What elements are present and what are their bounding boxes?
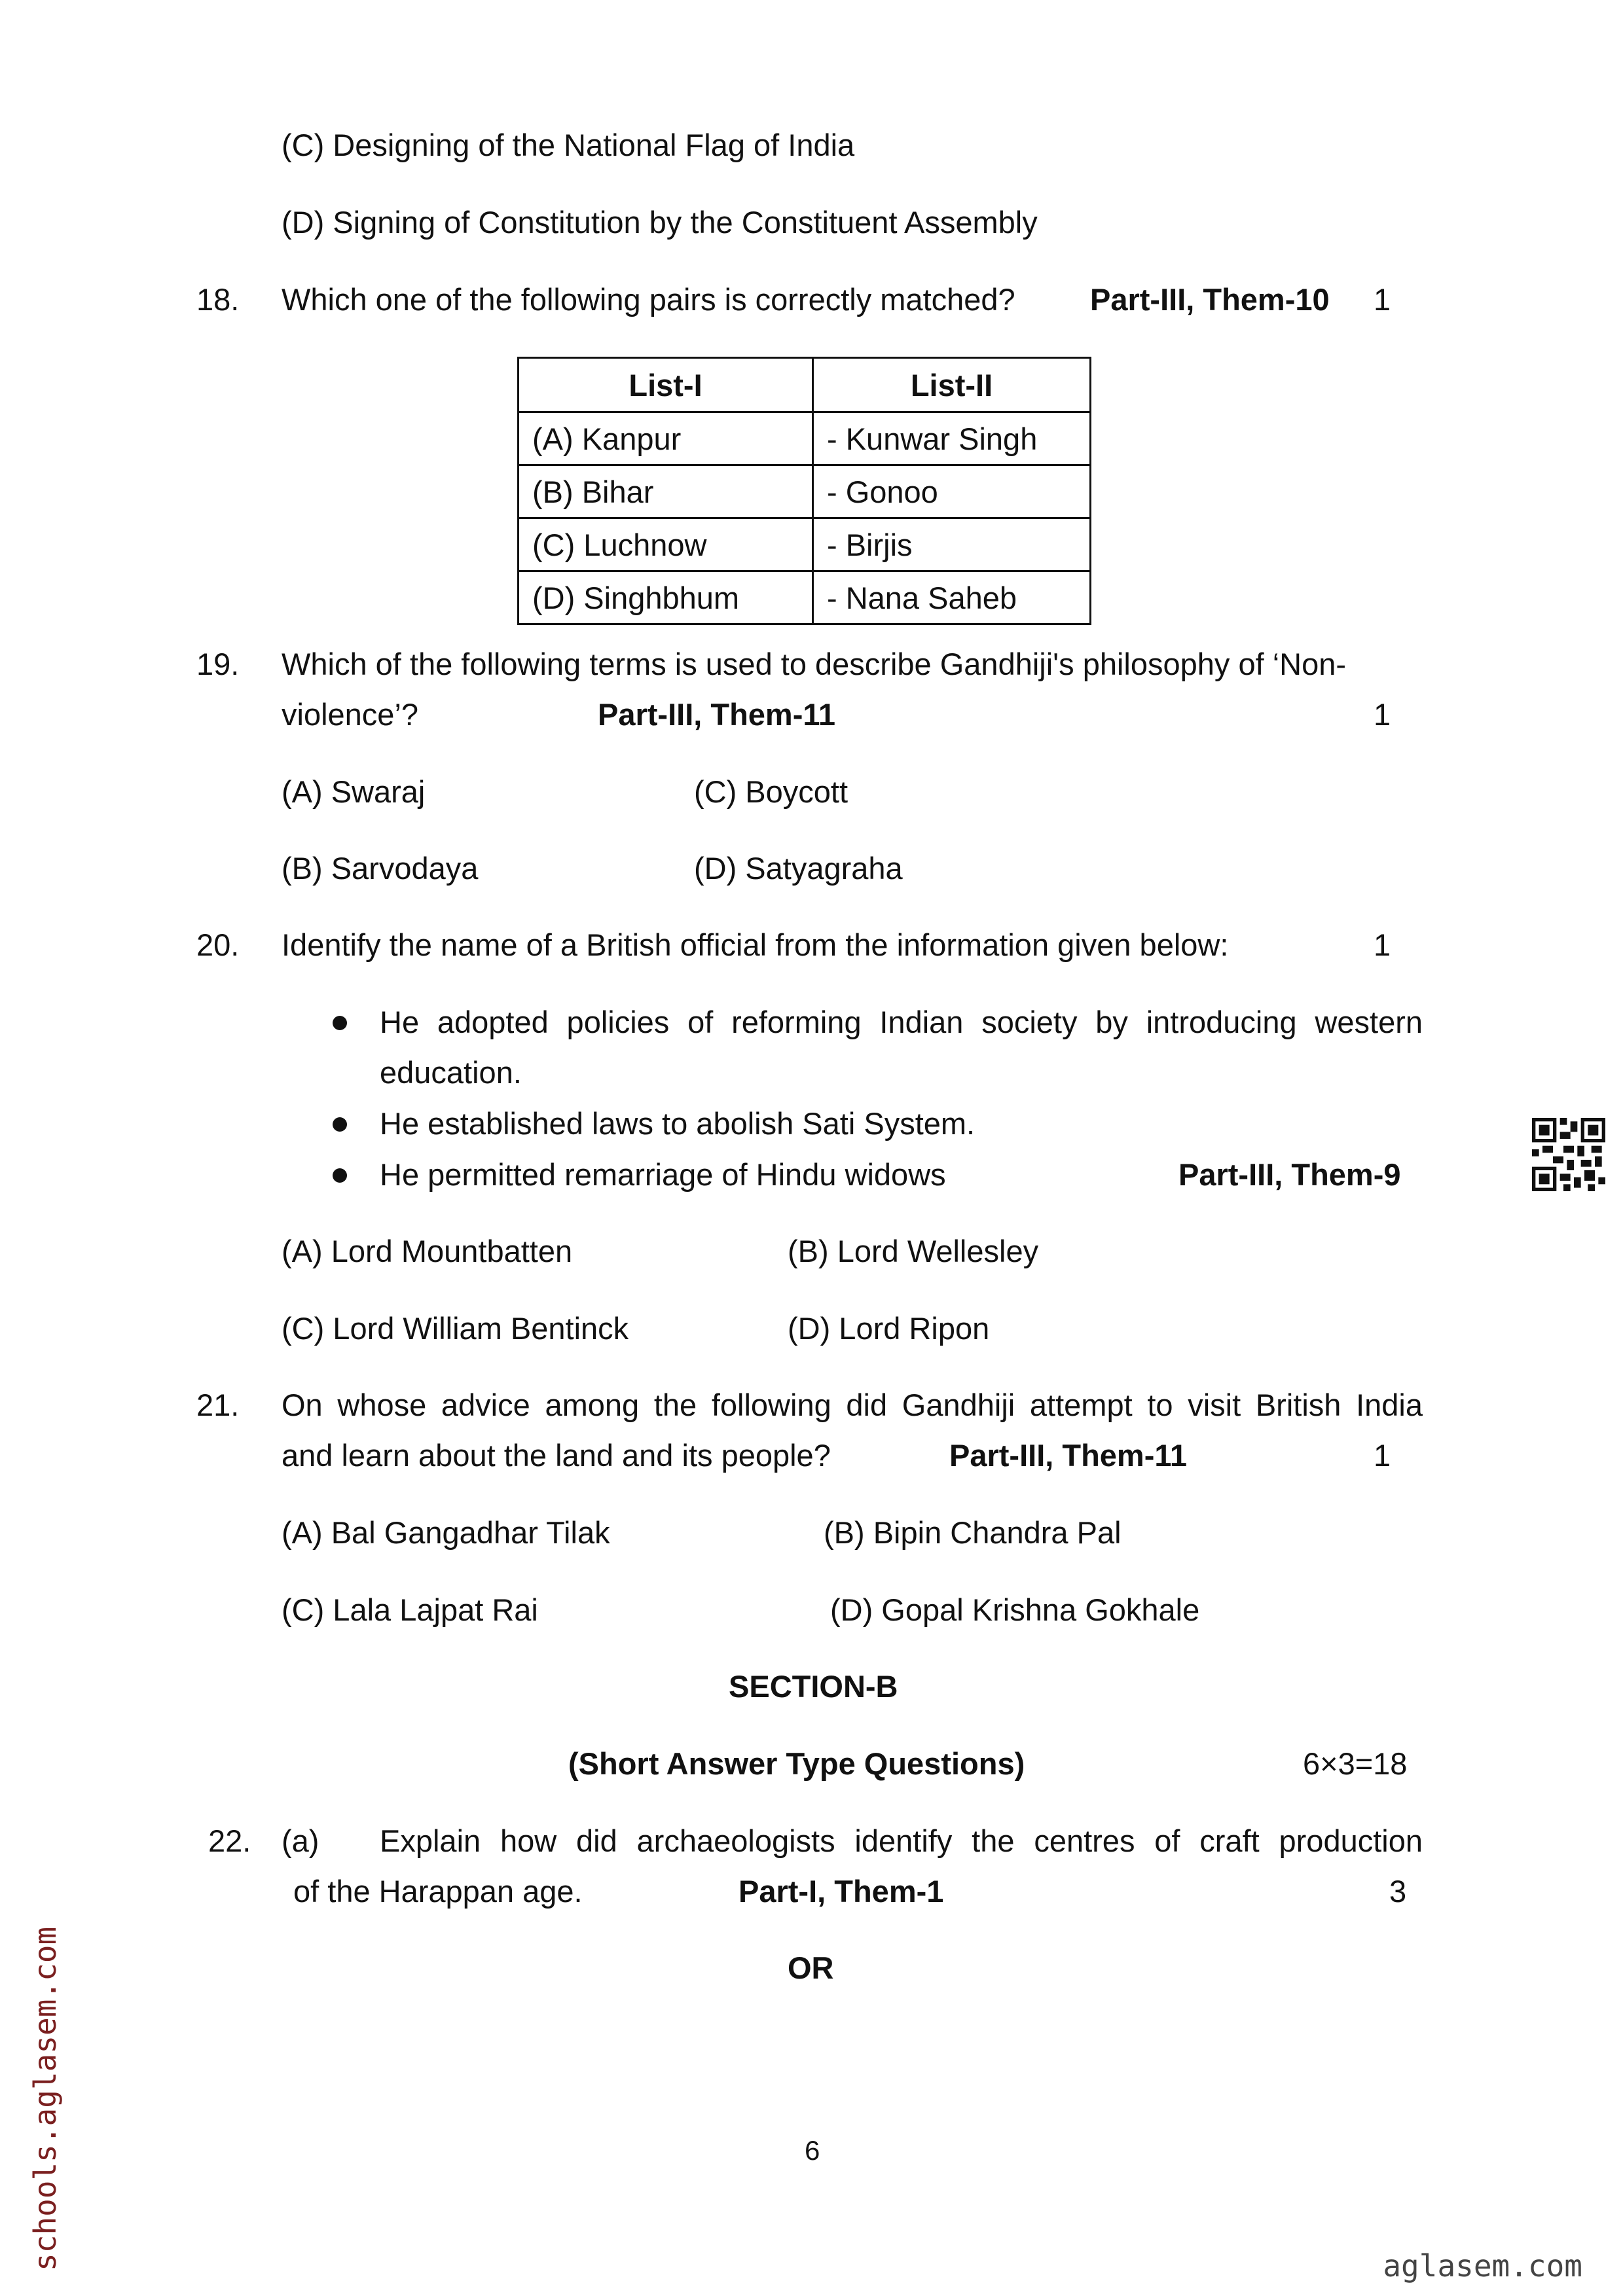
table-header: List-II <box>813 358 1091 412</box>
table-header: List-I <box>519 358 813 412</box>
q17-option-d: (D) Signing of Constitution by the Constituent Assembly <box>282 205 1038 240</box>
bullet-dot <box>333 1016 347 1030</box>
q22-marks: 3 <box>1389 1874 1407 1909</box>
match-table <box>517 357 1091 625</box>
table-cell: - Nana Saheb <box>813 571 1091 624</box>
q20-bullet3: He permitted remarriage of Hindu widows <box>380 1157 946 1192</box>
q19-number: 19. <box>196 647 240 681</box>
q19-text-line1: Which of the following terms is used to describe Gandhiji's philosophy of ‘Non- <box>282 647 1347 681</box>
q21-option-b: (B) Bipin Chandra Pal <box>824 1515 1122 1550</box>
table-cell: - Kunwar Singh <box>813 412 1091 465</box>
watermark-right: aglasem.com <box>1383 2248 1582 2284</box>
q21-marks: 1 <box>1374 1438 1391 1473</box>
q19-option-c: (C) Boycott <box>694 774 848 809</box>
q21-text-line1: On whose advice among the following did Gandhiji attempt to visit British India <box>282 1388 1423 1422</box>
q19-option-d: (D) Satyagraha <box>694 851 903 886</box>
q21-tag: Part-III, Them-11 <box>949 1438 1188 1473</box>
q21-option-d: (D) Gopal Krishna Gokhale <box>830 1592 1200 1627</box>
q20-number: 20. <box>196 927 240 962</box>
section-marks: 6×3=18 <box>1303 1746 1408 1781</box>
q20-text: Identify the name of a British official from the information given below: <box>282 927 1229 962</box>
q19-tag: Part-III, Them-11 <box>598 697 836 732</box>
section-title: SECTION-B <box>729 1669 898 1704</box>
q19-option-a: (A) Swaraj <box>282 774 426 809</box>
table-row <box>519 518 1091 571</box>
q19-marks: 1 <box>1374 697 1391 732</box>
table-cell: - Gonoo <box>813 465 1091 518</box>
table-cell: (D) Singhbhum <box>519 571 813 624</box>
q18-tag: Part-III, Them-10 <box>1090 282 1330 317</box>
q21-option-c: (C) Lala Lajpat Rai <box>282 1592 538 1627</box>
table-row <box>519 412 1091 465</box>
q22-number: 22. <box>208 1823 251 1858</box>
q20-bullet1-line2: education. <box>380 1055 522 1090</box>
q19-option-b: (B) Sarvodaya <box>282 851 479 886</box>
q20-option-c: (C) Lord William Bentinck <box>282 1311 629 1346</box>
q18-number: 18. <box>196 282 240 317</box>
q20-tag: Part-III, Them-9 <box>1178 1157 1401 1192</box>
table-row <box>519 465 1091 518</box>
bullet-dot <box>333 1168 347 1183</box>
q22-tag: Part-I, Them-1 <box>739 1874 944 1909</box>
q21-option-a: (A) Bal Gangadhar Tilak <box>282 1515 610 1550</box>
q20-option-b: (B) Lord Wellesley <box>788 1234 1039 1268</box>
or-label: OR <box>788 1950 834 1985</box>
q21-text-line2: and learn about the land and its people? <box>282 1438 831 1473</box>
q22-text-line1: Explain how did archaeologists identify the centres of craft production <box>380 1823 1423 1858</box>
q21-number: 21. <box>196 1388 240 1422</box>
table-row <box>519 571 1091 624</box>
table-header-row <box>519 358 1091 412</box>
table-cell: - Birjis <box>813 518 1091 571</box>
q20-marks: 1 <box>1374 927 1391 962</box>
table-cell: (B) Bihar <box>519 465 813 518</box>
q18-text: Which one of the following pairs is correctly matched? <box>282 282 1015 317</box>
q20-option-a: (A) Lord Mountbatten <box>282 1234 573 1268</box>
bullet-dot <box>333 1117 347 1132</box>
q22-part: (a) <box>282 1823 319 1858</box>
qr-code-icon <box>1532 1118 1605 1191</box>
watermark-left: schools.aglasem.com <box>27 1926 63 2271</box>
q19-text-line2: violence’? <box>282 697 419 732</box>
q18-marks: 1 <box>1374 282 1391 317</box>
page-number: 6 <box>805 2135 820 2166</box>
table-cell: (C) Luchnow <box>519 518 813 571</box>
q20-bullet2: He established laws to abolish Sati System. <box>380 1106 976 1141</box>
q22-text-line2: of the Harappan age. <box>293 1874 583 1909</box>
q20-bullet1-line1: He adopted policies of reforming Indian society by introducing western <box>380 1005 1423 1039</box>
q20-option-d: (D) Lord Ripon <box>788 1311 990 1346</box>
table-cell: (A) Kanpur <box>519 412 813 465</box>
q17-option-c: (C) Designing of the National Flag of India <box>282 128 855 162</box>
section-subtitle: (Short Answer Type Questions) <box>568 1746 1025 1781</box>
